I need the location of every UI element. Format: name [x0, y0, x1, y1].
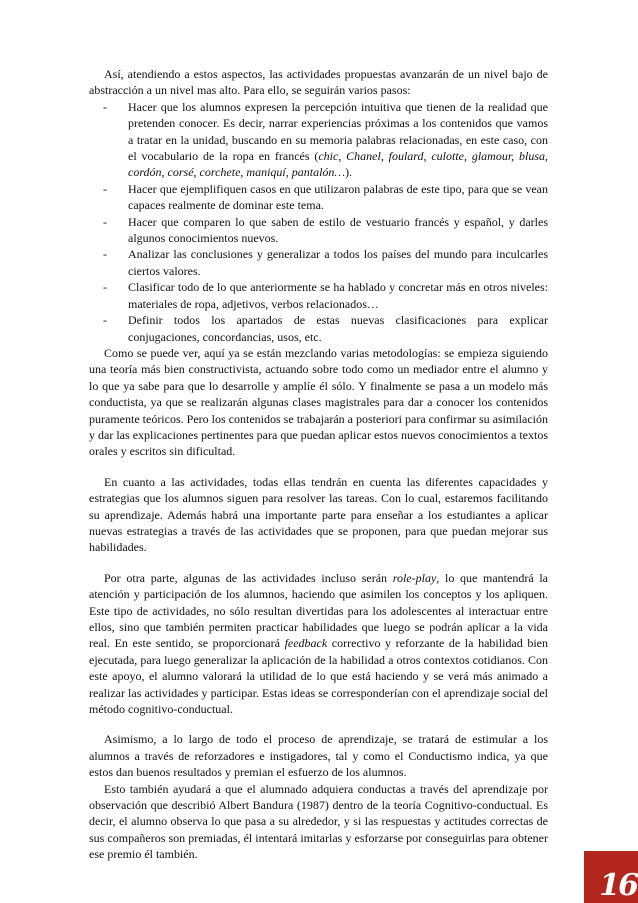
activities-paragraph: En cuanto a las actividades, todas ellas tendrán en cuenta las diferentes capacidades y estrategias que los alumnos siguen para resolver las tareas. Con lo cual, estaremos facilitando su aprendizaje. Además habrá una importante parte para enseñar a los estudiantes a aplicar nuevas estrategias a través de las actividades que se proponen, para que puedan mejorar sus habilidades. [89, 474, 548, 555]
intro-paragraph: Así, atendiendo a estos aspectos, las actividades propuestas avanzarán de un nivel bajo de abstracción a un nivel mas alto. Para ello, se seguirán varios pasos: [89, 67, 548, 98]
corner-logo-text: 16 [599, 868, 637, 903]
italic-examples: chic, Chanel, foulard, culotte, glamour, blusa, cordón, corsé, corchete, maniquí, pantalón… [128, 149, 548, 180]
list-item: - Clasificar todo de lo que anteriormente se ha hablado y concretar más en otros niveles: materiales de ropa, adjetivos, verbos relacionados… [103, 280, 548, 311]
bullet-dash: - [103, 247, 107, 262]
bullet-dash: - [103, 181, 107, 196]
corner-logo [584, 851, 638, 903]
steps-list [89, 99, 548, 345]
list-item: - Hacer que ejemplifiquen casos en que utilizaron palabras de este tipo, para que se vean capaces realmente de dominar este tema. [103, 181, 548, 213]
list-item: - Definir todos los apartados de estas nuevas clasificaciones para explicar conjugaciones, concordancias, usos, etc. [103, 313, 548, 344]
bullet-dash: - [103, 280, 107, 295]
page-content [89, 66, 548, 863]
italic-term: feedback [284, 636, 328, 651]
reinforcers-paragraph: Asimismo, a lo largo de todo el proceso de aprendizaje, se tratará de estimular a los alumnos a través de reforzadores e instigadores, tal y como el Conductismo indica, ya que estos dan buenos resultados y premian el esfuerzo de los alumnos. [89, 732, 548, 780]
italic-term: role-play [392, 570, 437, 585]
methodology-paragraph: Como se puede ver, aquí ya se están mezclando varias metodologías: se empieza siguiendo una teoría más bien constructivista, actuando sobre todo como un mediador entre el alumno y lo que ya sabe para que lo desarrolle y amplíe él sólo. Y finalmente se pasa a un modelo más conductista, ya que se realizarán algunas clases magistrales para dar a conocer los contenidos puramente teóricos. Pero los contenidos se trabajarán a posteriori para confirmar su asimilación y dar las explicaciones pertinentes para que puedan aplicar estos nuevos conocimientos a textos orales y escritos sin dificultad. [89, 345, 548, 459]
list-item: - Hacer que comparen lo que saben de estilo de vestuario francés y español, y darles algunos conocimientos nuevos. [103, 214, 548, 246]
bullet-dash: - [103, 214, 107, 229]
bullet-dash: - [103, 99, 107, 114]
bullet-dash: - [103, 313, 107, 328]
bandura-paragraph: Esto también ayudará a que el alumnado adquiera conductas a través del aprendizaje por observación que describió Albert Bandura (1987) dentro de la teoría Cognitivo-conductual. Es decir, el alumno observa lo que pasa a su alrededor, y si las respuestas y actitudes correctas de sus compañeros son premiadas, él intentará imitarlas y esforzarse por conseguirlas para obtener ese premio él también. [89, 781, 548, 862]
roleplay-paragraph: Por otra parte, algunas de las actividades incluso serán role-play, lo que mantendrá la atención y participación de los alumnos, haciendo que asimilen los conceptos y los apliquen. Este tipo de actividades, no sólo resultan divertidas para los adolescentes al interactuar entre ellos, sino que también permiten practicar habilidades que luego se podrán aplicar a la vida real. En este sentido, se proporcionará feedback correctivo y reforzante de la habilidad bien ejecutada, para luego generalizar la aplicación de la habilidad a otros contextos cotidianos. Con este apoyo, el alumno valorará la utilidad de lo que está haciendo y se verá más animado a realizar las actividades y participar. Estas ideas se corresponderían con el aprendizaje social del método cognitivo-conductual. [89, 570, 548, 717]
list-item: - Analizar las conclusiones y generalizar a todos los países del mundo para inculcarles ciertos valores. [103, 247, 548, 278]
list-item: - Hacer que los alumnos expresen la percepción intuitiva que tienen de la realidad que pretenden conocer. Es decir, narrar experiencias próximas a los contenidos que vamos a tratar en la unidad, buscando en su memoria palabras relacionadas, en este caso, con el vocabulario de la ropa en francés (chic, Chanel, foulard, culotte, glamour, blusa, cordón, corsé, corchete, maniquí, pantalón…). [103, 99, 548, 180]
